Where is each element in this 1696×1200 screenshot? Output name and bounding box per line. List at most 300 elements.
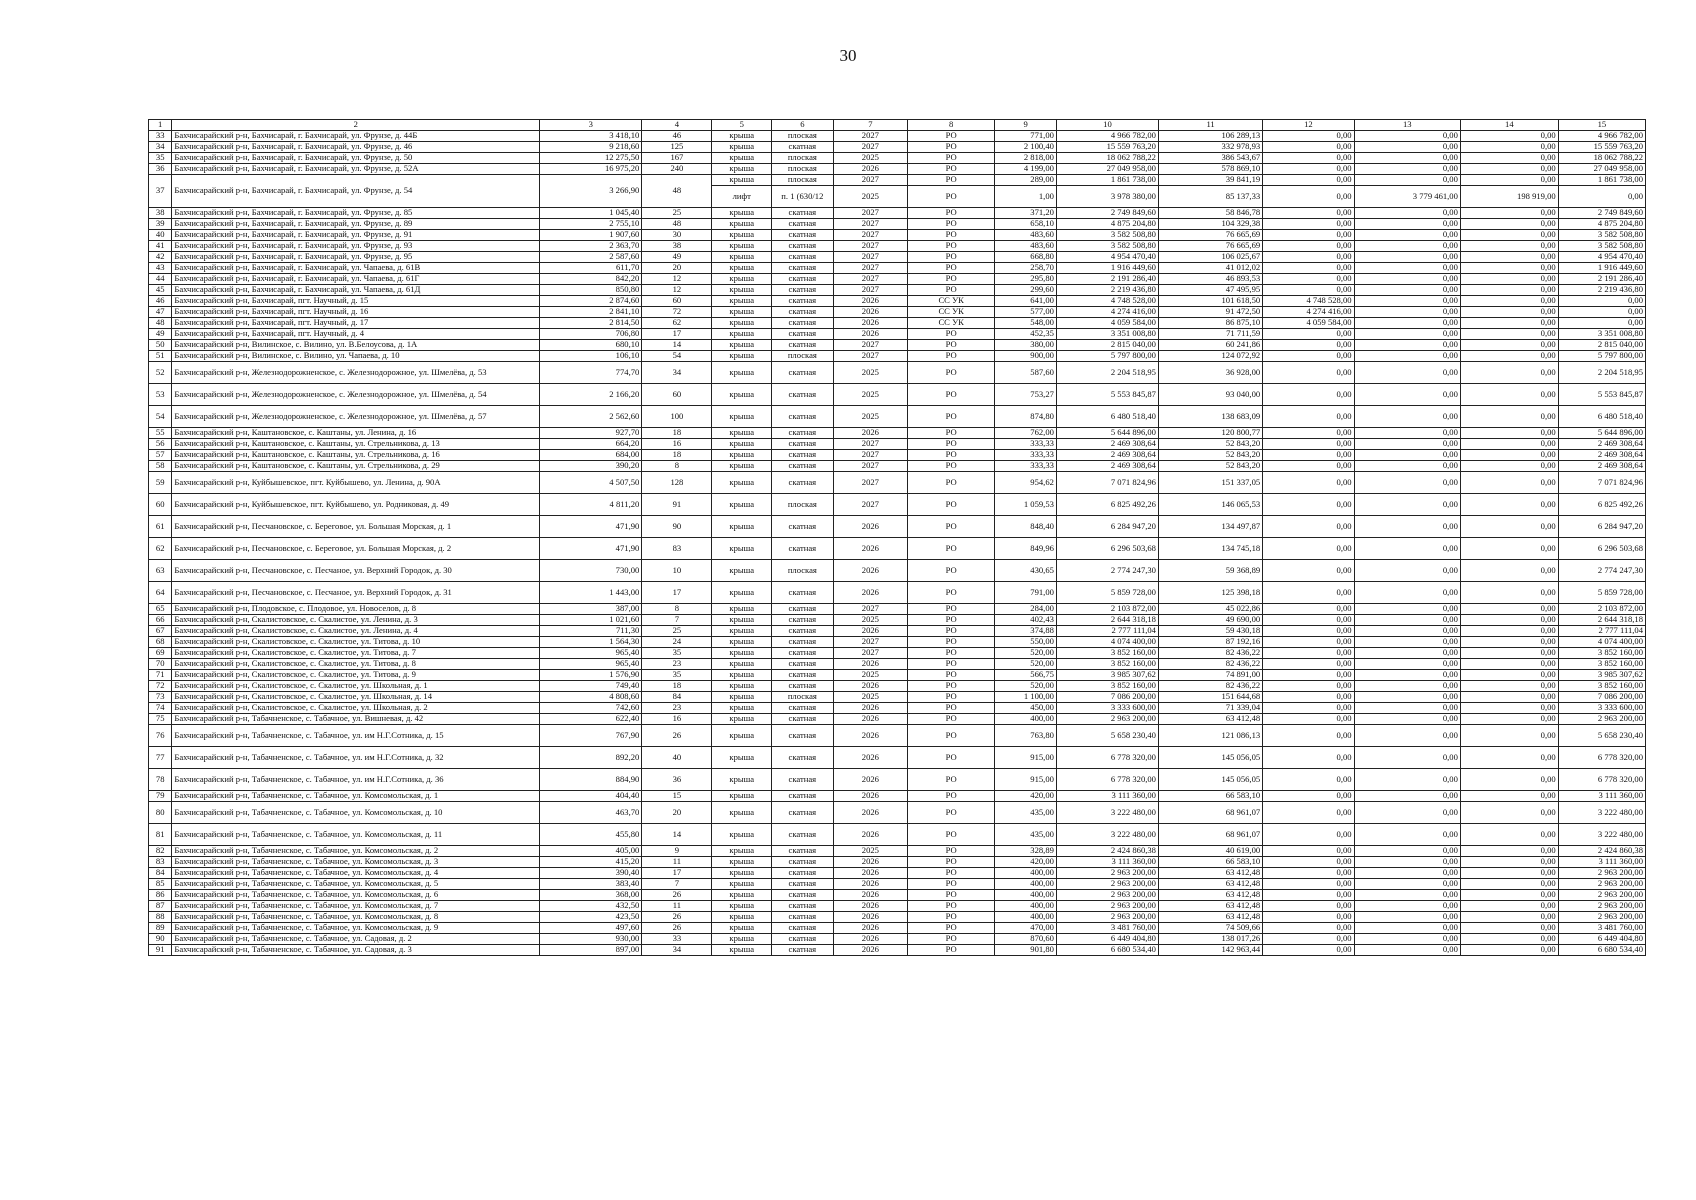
fund-b: 0,00 <box>1460 164 1558 175</box>
element: крыша <box>712 582 772 604</box>
regional-operator-funds: 0,00 <box>1558 186 1645 208</box>
table-row <box>149 703 1646 714</box>
owners-funds: 0,00 <box>1263 637 1354 648</box>
residents: 62 <box>642 318 712 329</box>
total-cost: 6 825 492,26 <box>1056 494 1158 516</box>
year: 2026 <box>833 714 907 725</box>
element: крыша <box>712 791 772 802</box>
year: 2026 <box>833 296 907 307</box>
fund-a: 0,00 <box>1354 747 1460 769</box>
element-type: скатная <box>772 472 834 494</box>
row-number: 51 <box>149 351 172 362</box>
residents: 100 <box>642 406 712 428</box>
area: 2 587,60 <box>540 252 642 263</box>
element: крыша <box>712 318 772 329</box>
regional-operator-funds: 1 861 738,00 <box>1558 175 1645 186</box>
regional-operator-funds: 5 553 845,87 <box>1558 384 1645 406</box>
unit-value: 566,75 <box>995 670 1057 681</box>
row-number: 52 <box>149 362 172 384</box>
element: крыша <box>712 340 772 351</box>
row-number: 87 <box>149 901 172 912</box>
fund-a: 0,00 <box>1354 901 1460 912</box>
fund-b: 0,00 <box>1460 494 1558 516</box>
fund-a: 0,00 <box>1354 604 1460 615</box>
area: 390,40 <box>540 868 642 879</box>
control-cost: 125 398,18 <box>1158 582 1262 604</box>
unit-value: 1,00 <box>995 186 1057 208</box>
total-cost: 5 658 230,40 <box>1056 725 1158 747</box>
table-row <box>149 615 1646 626</box>
row-number: 84 <box>149 868 172 879</box>
fund-a: 0,00 <box>1354 230 1460 241</box>
regional-operator-funds: 2 963 200,00 <box>1558 890 1645 901</box>
area: 368,00 <box>540 890 642 901</box>
residents: 167 <box>642 153 712 164</box>
element: крыша <box>712 901 772 912</box>
funding-source: СС УК <box>908 318 995 329</box>
table-row <box>149 428 1646 439</box>
owners-funds: 0,00 <box>1263 285 1354 296</box>
funding-source: РО <box>908 747 995 769</box>
element-type: скатная <box>772 923 834 934</box>
address: Бахчисарайский р-н, Скалистовское, с. Скалистое, ул. Титова, д. 10 <box>172 637 540 648</box>
address: Бахчисарайский р-н, Бахчисарай, пгт. Научный, д. 16 <box>172 307 540 318</box>
control-cost: 91 472,50 <box>1158 307 1262 318</box>
funding-source: РО <box>908 923 995 934</box>
year: 2027 <box>833 241 907 252</box>
row-number: 70 <box>149 659 172 670</box>
address: Бахчисарайский р-н, Бахчисарай, г. Бахчисарай, ул. Фрунзе, д. 46 <box>172 142 540 153</box>
element-type: скатная <box>772 241 834 252</box>
regional-operator-funds: 7 071 824,96 <box>1558 472 1645 494</box>
row-number: 91 <box>149 945 172 956</box>
year: 2027 <box>833 351 907 362</box>
address: Бахчисарайский р-н, Табачненское, с. Табачное, ул. Комсомольская, д. 7 <box>172 901 540 912</box>
table-row <box>149 637 1646 648</box>
address: Бахчисарайский р-н, Скалистовское, с. Скалистое, ул. Ленина, д. 3 <box>172 615 540 626</box>
fund-a: 0,00 <box>1354 637 1460 648</box>
table-row <box>149 318 1646 329</box>
fund-a: 0,00 <box>1354 494 1460 516</box>
control-cost: 86 875,10 <box>1158 318 1262 329</box>
fund-b: 198 919,00 <box>1460 186 1558 208</box>
unit-value: 874,80 <box>995 406 1057 428</box>
element-type: скатная <box>772 901 834 912</box>
element-type: скатная <box>772 439 834 450</box>
unit-value: 548,00 <box>995 318 1057 329</box>
residents: 18 <box>642 428 712 439</box>
year: 2026 <box>833 923 907 934</box>
fund-b: 0,00 <box>1460 725 1558 747</box>
unit-value: 374,88 <box>995 626 1057 637</box>
total-cost: 6 449 404,80 <box>1056 934 1158 945</box>
element: крыша <box>712 868 772 879</box>
year: 2026 <box>833 725 907 747</box>
regional-operator-funds: 4 074 400,00 <box>1558 637 1645 648</box>
regional-operator-funds: 2 204 518,95 <box>1558 362 1645 384</box>
unit-value: 450,00 <box>995 703 1057 714</box>
fund-b: 0,00 <box>1460 241 1558 252</box>
element-type: скатная <box>772 637 834 648</box>
element: крыша <box>712 945 772 956</box>
row-number: 60 <box>149 494 172 516</box>
element: крыша <box>712 879 772 890</box>
fund-b: 0,00 <box>1460 175 1558 186</box>
area: 680,10 <box>540 340 642 351</box>
address: Бахчисарайский р-н, Бахчисарай, г. Бахчисарай, ул. Фрунзе, д. 44Б <box>172 131 540 142</box>
control-cost: 49 690,00 <box>1158 615 1262 626</box>
total-cost: 2 963 200,00 <box>1056 714 1158 725</box>
element: крыша <box>712 494 772 516</box>
regional-operator-funds: 6 296 503,68 <box>1558 538 1645 560</box>
address: Бахчисарайский р-н, Бахчисарай, г. Бахчисарай, ул. Чапаева, д. 61Г <box>172 274 540 285</box>
table-row <box>149 868 1646 879</box>
owners-funds: 0,00 <box>1263 241 1354 252</box>
year: 2027 <box>833 439 907 450</box>
fund-b: 0,00 <box>1460 252 1558 263</box>
unit-value: 915,00 <box>995 747 1057 769</box>
element-type: скатная <box>772 791 834 802</box>
row-number: 47 <box>149 307 172 318</box>
area: 383,40 <box>540 879 642 890</box>
area: 742,60 <box>540 703 642 714</box>
year: 2027 <box>833 648 907 659</box>
area: 684,00 <box>540 450 642 461</box>
unit-value: 435,00 <box>995 802 1057 824</box>
fund-a: 0,00 <box>1354 857 1460 868</box>
row-number: 63 <box>149 560 172 582</box>
owners-funds: 0,00 <box>1263 692 1354 703</box>
element-type: скатная <box>772 626 834 637</box>
control-cost: 578 869,10 <box>1158 164 1262 175</box>
fund-b: 0,00 <box>1460 615 1558 626</box>
fund-b: 0,00 <box>1460 791 1558 802</box>
fund-b: 0,00 <box>1460 604 1558 615</box>
residents: 14 <box>642 824 712 846</box>
total-cost: 2 774 247,30 <box>1056 560 1158 582</box>
residents: 25 <box>642 208 712 219</box>
owners-funds: 0,00 <box>1263 802 1354 824</box>
fund-b: 0,00 <box>1460 285 1558 296</box>
element: крыша <box>712 153 772 164</box>
fund-b: 0,00 <box>1460 560 1558 582</box>
owners-funds: 4 748 528,00 <box>1263 296 1354 307</box>
unit-value: 400,00 <box>995 890 1057 901</box>
area: 2 363,70 <box>540 241 642 252</box>
row-number: 53 <box>149 384 172 406</box>
total-cost: 3 111 360,00 <box>1056 857 1158 868</box>
residents: 20 <box>642 263 712 274</box>
area: 965,40 <box>540 648 642 659</box>
element-type: скатная <box>772 714 834 725</box>
total-cost: 27 049 958,00 <box>1056 164 1158 175</box>
unit-value: 915,00 <box>995 769 1057 791</box>
address: Бахчисарайский р-н, Скалистовское, с. Скалистое, ул. Школьная, д. 1 <box>172 681 540 692</box>
total-cost: 2 644 318,18 <box>1056 615 1158 626</box>
funding-source: РО <box>908 692 995 703</box>
fund-a: 0,00 <box>1354 725 1460 747</box>
year: 2026 <box>833 703 907 714</box>
address: Бахчисарайский р-н, Скалистовское, с. Скалистое, ул. Титова, д. 9 <box>172 670 540 681</box>
funding-source: РО <box>908 384 995 406</box>
element-type: скатная <box>772 252 834 263</box>
residents: 8 <box>642 604 712 615</box>
total-cost: 15 559 763,20 <box>1056 142 1158 153</box>
residents: 36 <box>642 769 712 791</box>
owners-funds: 0,00 <box>1263 912 1354 923</box>
residents: 26 <box>642 912 712 923</box>
funding-source: РО <box>908 637 995 648</box>
control-cost: 63 412,48 <box>1158 912 1262 923</box>
table-row <box>149 208 1646 219</box>
owners-funds: 0,00 <box>1263 725 1354 747</box>
area: 1 443,00 <box>540 582 642 604</box>
total-cost: 2 963 200,00 <box>1056 912 1158 923</box>
element: крыша <box>712 890 772 901</box>
control-cost: 40 619,00 <box>1158 846 1262 857</box>
element-type: скатная <box>772 461 834 472</box>
address: Бахчисарайский р-н, Табачненское, с. Табачное, ул. им Н.Г.Сотника, д. 32 <box>172 747 540 769</box>
table-row <box>149 274 1646 285</box>
fund-b: 0,00 <box>1460 648 1558 659</box>
element: крыша <box>712 450 772 461</box>
year: 2025 <box>833 670 907 681</box>
table-row <box>149 461 1646 472</box>
fund-b: 0,00 <box>1460 934 1558 945</box>
control-cost: 71 711,59 <box>1158 329 1262 340</box>
regional-operator-funds: 3 481 760,00 <box>1558 923 1645 934</box>
row-number: 89 <box>149 923 172 934</box>
element: крыша <box>712 692 772 703</box>
element: крыша <box>712 703 772 714</box>
element-type: скатная <box>772 516 834 538</box>
table-row <box>149 230 1646 241</box>
area: 1 021,60 <box>540 615 642 626</box>
element-type: скатная <box>772 142 834 153</box>
year: 2027 <box>833 494 907 516</box>
table-row <box>149 670 1646 681</box>
unit-value: 550,00 <box>995 637 1057 648</box>
funding-source: РО <box>908 362 995 384</box>
year: 2025 <box>833 362 907 384</box>
owners-funds: 0,00 <box>1263 747 1354 769</box>
element-type: скатная <box>772 824 834 846</box>
column-header: 9 <box>995 120 1057 131</box>
residents: 26 <box>642 725 712 747</box>
fund-a: 0,00 <box>1354 934 1460 945</box>
element-type: п. 1 (630/12 <box>772 186 834 208</box>
address: Бахчисарайский р-н, Бахчисарай, г. Бахчисарай, ул. Фрунзе, д. 50 <box>172 153 540 164</box>
element: крыша <box>712 307 772 318</box>
control-cost: 145 056,05 <box>1158 747 1262 769</box>
year: 2026 <box>833 329 907 340</box>
area: 1 564,30 <box>540 637 642 648</box>
total-cost: 5 644 896,00 <box>1056 428 1158 439</box>
element-type: скатная <box>772 406 834 428</box>
year: 2026 <box>833 747 907 769</box>
funding-source: РО <box>908 186 995 208</box>
table-row <box>149 153 1646 164</box>
element: крыша <box>712 406 772 428</box>
total-cost: 1 861 738,00 <box>1056 175 1158 186</box>
area: 4 808,60 <box>540 692 642 703</box>
residents: 30 <box>642 230 712 241</box>
unit-value: 483,60 <box>995 230 1057 241</box>
residents: 12 <box>642 274 712 285</box>
year: 2026 <box>833 890 907 901</box>
funding-source: РО <box>908 846 995 857</box>
fund-a: 0,00 <box>1354 681 1460 692</box>
fund-a: 0,00 <box>1354 890 1460 901</box>
fund-a: 0,00 <box>1354 241 1460 252</box>
residents: 8 <box>642 461 712 472</box>
control-cost: 68 961,07 <box>1158 824 1262 846</box>
area: 3 266,90 <box>540 175 642 208</box>
unit-value: 371,20 <box>995 208 1057 219</box>
unit-value: 763,80 <box>995 725 1057 747</box>
regional-operator-funds: 6 680 534,40 <box>1558 945 1645 956</box>
year: 2027 <box>833 285 907 296</box>
control-cost: 332 978,93 <box>1158 142 1262 153</box>
funding-source: РО <box>908 659 995 670</box>
table-row <box>149 824 1646 846</box>
unit-value: 901,80 <box>995 945 1057 956</box>
total-cost: 2 777 111,04 <box>1056 626 1158 637</box>
total-cost: 4 274 416,00 <box>1056 307 1158 318</box>
control-cost: 151 337,05 <box>1158 472 1262 494</box>
unit-value: 848,40 <box>995 516 1057 538</box>
control-cost: 134 745,18 <box>1158 538 1262 560</box>
funding-source: РО <box>908 769 995 791</box>
area: 850,80 <box>540 285 642 296</box>
total-cost: 3 852 160,00 <box>1056 648 1158 659</box>
total-cost: 2 424 860,38 <box>1056 846 1158 857</box>
row-number: 90 <box>149 934 172 945</box>
residents: 35 <box>642 648 712 659</box>
element-type: плоская <box>772 494 834 516</box>
owners-funds: 0,00 <box>1263 714 1354 725</box>
control-cost: 85 137,33 <box>1158 186 1262 208</box>
total-cost: 2 191 286,40 <box>1056 274 1158 285</box>
table-row <box>149 285 1646 296</box>
total-cost: 3 582 508,80 <box>1056 241 1158 252</box>
control-cost: 138 683,09 <box>1158 406 1262 428</box>
control-cost: 82 436,22 <box>1158 659 1262 670</box>
owners-funds: 0,00 <box>1263 153 1354 164</box>
element: крыша <box>712 769 772 791</box>
year: 2027 <box>833 208 907 219</box>
regional-operator-funds: 2 219 436,80 <box>1558 285 1645 296</box>
funding-source: РО <box>908 428 995 439</box>
column-header: 12 <box>1263 120 1354 131</box>
element-type: скатная <box>772 945 834 956</box>
element: крыша <box>712 670 772 681</box>
table-row <box>149 769 1646 791</box>
fund-a: 0,00 <box>1354 626 1460 637</box>
element: крыша <box>712 681 772 692</box>
total-cost: 2 963 200,00 <box>1056 901 1158 912</box>
table-row <box>149 725 1646 747</box>
regional-operator-funds: 5 859 728,00 <box>1558 582 1645 604</box>
unit-value: 400,00 <box>995 868 1057 879</box>
fund-a: 0,00 <box>1354 340 1460 351</box>
row-number: 75 <box>149 714 172 725</box>
column-header: 7 <box>833 120 907 131</box>
funding-source: РО <box>908 714 995 725</box>
area: 4 507,50 <box>540 472 642 494</box>
fund-a: 0,00 <box>1354 329 1460 340</box>
element: крыша <box>712 142 772 153</box>
fund-a: 0,00 <box>1354 362 1460 384</box>
year: 2026 <box>833 901 907 912</box>
element-type: скатная <box>772 648 834 659</box>
address: Бахчисарайский р-н, Куйбышевское, пгт. Куйбышево, ул. Ленина, д. 90А <box>172 472 540 494</box>
area: 749,40 <box>540 681 642 692</box>
address: Бахчисарайский р-н, Бахчисарай, пгт. Научный, д. 4 <box>172 329 540 340</box>
residents: 46 <box>642 131 712 142</box>
total-cost: 4 748 528,00 <box>1056 296 1158 307</box>
year: 2025 <box>833 406 907 428</box>
fund-a: 0,00 <box>1354 879 1460 890</box>
row-number: 62 <box>149 538 172 560</box>
fund-a: 0,00 <box>1354 791 1460 802</box>
address: Бахчисарайский р-н, Песчановское, с. Береговое, ул. Большая Морская, д. 1 <box>172 516 540 538</box>
regional-operator-funds: 15 559 763,20 <box>1558 142 1645 153</box>
year: 2025 <box>833 615 907 626</box>
area: 897,00 <box>540 945 642 956</box>
total-cost: 6 296 503,68 <box>1056 538 1158 560</box>
funding-source: РО <box>908 604 995 615</box>
unit-value: 753,27 <box>995 384 1057 406</box>
residents: 7 <box>642 879 712 890</box>
unit-value: 452,35 <box>995 329 1057 340</box>
control-cost: 93 040,00 <box>1158 384 1262 406</box>
fund-b: 0,00 <box>1460 626 1558 637</box>
regional-operator-funds: 3 333 600,00 <box>1558 703 1645 714</box>
control-cost: 59 430,18 <box>1158 626 1262 637</box>
fund-a: 0,00 <box>1354 615 1460 626</box>
residents: 48 <box>642 219 712 230</box>
element: крыша <box>712 329 772 340</box>
column-header: 10 <box>1056 120 1158 131</box>
total-cost: 4 875 204,80 <box>1056 219 1158 230</box>
total-cost: 1 916 449,60 <box>1056 263 1158 274</box>
table-row <box>149 890 1646 901</box>
column-header: 5 <box>712 120 772 131</box>
row-number: 48 <box>149 318 172 329</box>
row-number: 81 <box>149 824 172 846</box>
residents: 128 <box>642 472 712 494</box>
residents: 23 <box>642 703 712 714</box>
unit-value: 400,00 <box>995 879 1057 890</box>
owners-funds: 0,00 <box>1263 142 1354 153</box>
fund-a: 0,00 <box>1354 714 1460 725</box>
owners-funds: 0,00 <box>1263 934 1354 945</box>
regional-operator-funds: 6 778 320,00 <box>1558 769 1645 791</box>
owners-funds: 0,00 <box>1263 868 1354 879</box>
total-cost: 5 859 728,00 <box>1056 582 1158 604</box>
funding-source: РО <box>908 945 995 956</box>
table-row <box>149 472 1646 494</box>
regional-operator-funds: 2 469 308,64 <box>1558 450 1645 461</box>
control-cost: 82 436,22 <box>1158 648 1262 659</box>
unit-value: 4 199,00 <box>995 164 1057 175</box>
residents: 49 <box>642 252 712 263</box>
element: крыша <box>712 219 772 230</box>
owners-funds: 0,00 <box>1263 824 1354 846</box>
element: крыша <box>712 516 772 538</box>
address: Бахчисарайский р-н, Бахчисарай, г. Бахчисарай, ул. Фрунзе, д. 93 <box>172 241 540 252</box>
